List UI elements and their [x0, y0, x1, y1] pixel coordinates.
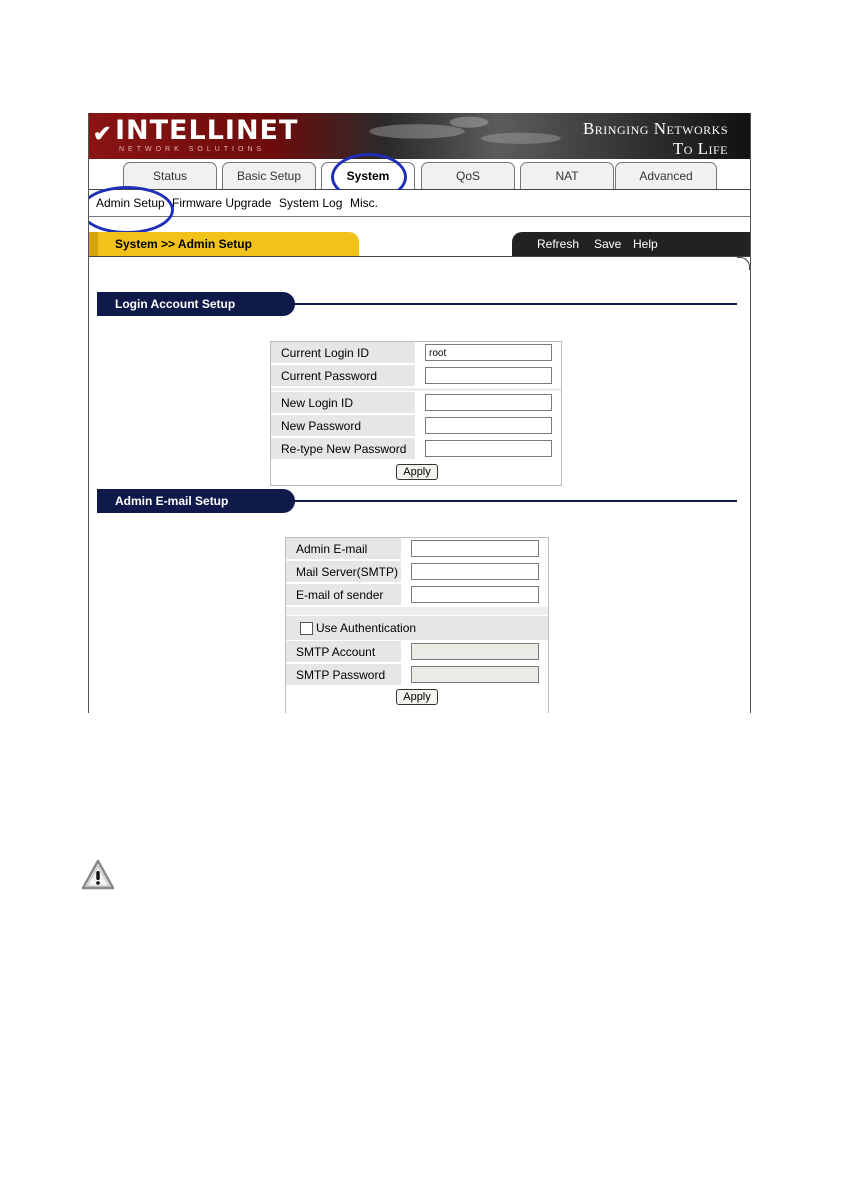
smtp-password-row — [286, 664, 548, 686]
tagline — [583, 119, 728, 159]
new-login-id-input[interactable] — [425, 394, 552, 411]
login-section-header — [97, 292, 737, 316]
tab-system[interactable]: System — [321, 162, 415, 189]
current-password-row — [271, 365, 561, 387]
breadcrumb: System >> Admin Setup — [115, 237, 252, 251]
header-banner — [89, 113, 750, 159]
smtp-account-label: SMTP Account — [286, 641, 401, 663]
tab-advanced[interactable]: Advanced — [615, 162, 717, 189]
router-admin-screenshot — [88, 113, 751, 713]
admin-email-row — [286, 538, 548, 560]
email-section-header — [97, 489, 737, 513]
use-authentication-row — [286, 616, 548, 640]
admin-email-label: Admin E-mail — [286, 538, 401, 560]
intellinet-logo — [93, 117, 298, 157]
tab-nat[interactable]: NAT — [520, 162, 614, 189]
new-password-row — [271, 415, 561, 437]
subnav-admin-setup[interactable]: Admin Setup — [96, 196, 165, 210]
new-login-id-label: New Login ID — [271, 392, 415, 414]
mail-server-row — [286, 561, 548, 583]
admin-email-input[interactable] — [411, 540, 539, 557]
sender-email-row — [286, 584, 548, 606]
content-area — [89, 257, 750, 713]
new-password-label: New Password — [271, 415, 415, 437]
section-title: Admin E-mail Setup — [97, 489, 295, 513]
login-account-form — [270, 341, 562, 486]
refresh-link[interactable]: Refresh — [537, 237, 580, 251]
subnav-system-log[interactable]: System Log — [279, 196, 343, 210]
highlight-circle-admin-setup — [88, 186, 174, 234]
content-corner — [737, 257, 750, 270]
tagline-line2: To Life — [672, 139, 728, 158]
tab-qos[interactable]: QoS — [421, 162, 515, 189]
tagline-line1: Bringing Networks — [582, 119, 728, 138]
use-authentication-label: Use Authentication — [316, 621, 417, 635]
action-bar — [512, 232, 750, 257]
current-password-input[interactable] — [425, 367, 552, 384]
page-title-bar — [89, 232, 359, 257]
smtp-password-input[interactable] — [411, 666, 539, 683]
sender-email-label: E-mail of sender — [286, 584, 401, 606]
logo-subtitle: NETWORK SOLUTIONS — [119, 146, 266, 153]
admin-email-form — [285, 537, 549, 713]
login-apply-button[interactable]: Apply — [396, 464, 438, 480]
new-password-input[interactable] — [425, 417, 552, 434]
logo-name: INTELLINET — [115, 115, 299, 146]
smtp-password-label: SMTP Password — [286, 664, 401, 686]
tab-basic-setup[interactable]: Basic Setup — [222, 162, 316, 189]
section-rule — [287, 500, 737, 502]
email-apply-button[interactable]: Apply — [396, 689, 438, 705]
main-tab-bar — [89, 159, 750, 190]
save-link[interactable]: Save — [594, 237, 622, 251]
row-separator — [286, 607, 548, 615]
section-rule — [287, 303, 737, 305]
retype-password-input[interactable] — [425, 440, 552, 457]
section-title: Login Account Setup — [97, 292, 295, 316]
help-link[interactable]: Help — [633, 237, 658, 251]
current-login-id-label: Current Login ID — [271, 342, 415, 364]
tab-status[interactable]: Status — [123, 162, 217, 189]
new-login-id-row — [271, 392, 561, 414]
check-logo-icon: ✔ — [93, 121, 112, 146]
retype-password-label: Re-type New Password — [271, 438, 415, 460]
warning-icon — [81, 858, 115, 892]
sub-navigation — [89, 190, 750, 217]
mail-server-label: Mail Server(SMTP) — [286, 561, 401, 583]
use-authentication-checkbox[interactable] — [300, 622, 313, 635]
current-login-id-input[interactable]: root — [425, 344, 552, 361]
subnav-firmware-upgrade[interactable]: Firmware Upgrade — [172, 196, 272, 210]
world-map-graphic — [339, 113, 599, 159]
row-separator — [271, 388, 561, 391]
mail-server-input[interactable] — [411, 563, 539, 580]
smtp-account-row — [286, 641, 548, 663]
current-login-id-row — [271, 342, 561, 364]
smtp-account-input[interactable] — [411, 643, 539, 660]
subnav-misc[interactable]: Misc. — [350, 196, 378, 210]
retype-password-row — [271, 438, 561, 460]
current-password-label: Current Password — [271, 365, 415, 387]
sender-email-input[interactable] — [411, 586, 539, 603]
